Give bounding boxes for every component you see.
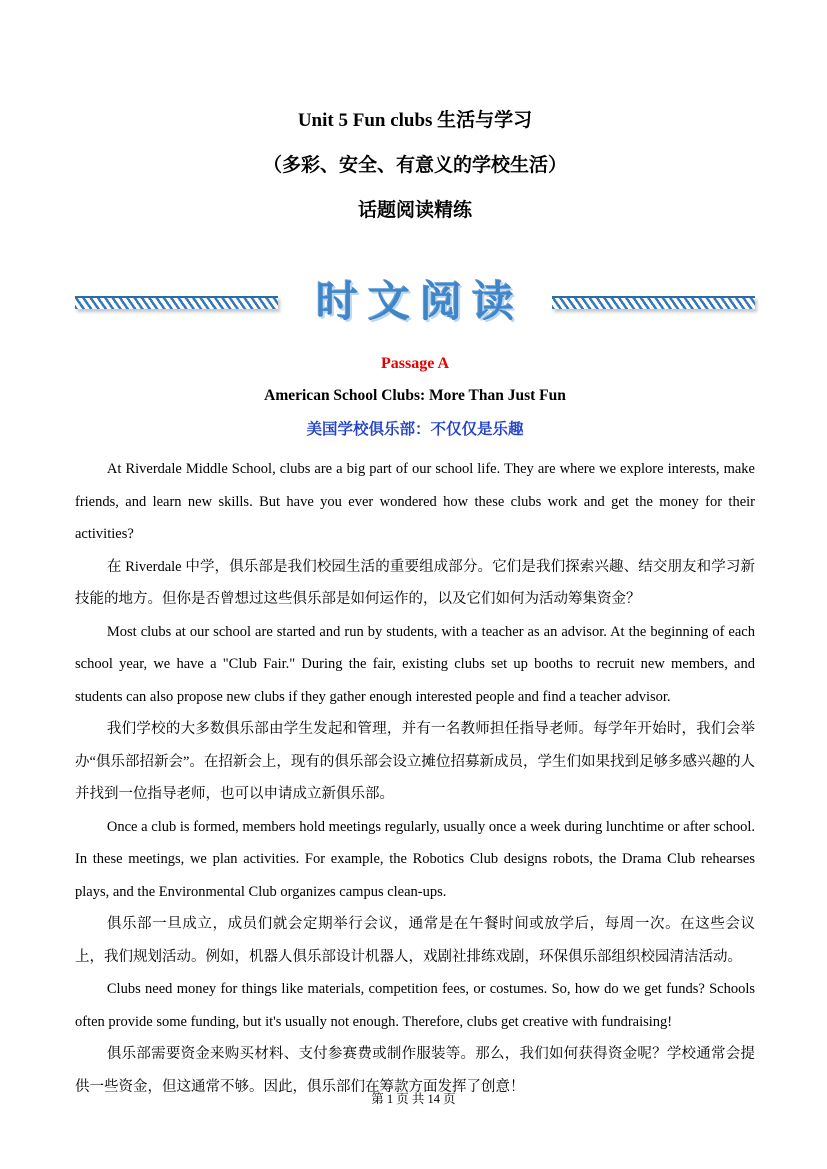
paragraph-en-3: Once a club is formed, members hold meetings regularly, usually once a week during lunchtime or after school. In these meetings, we plan activities. For example, the Robotics Club designs robots, the Drama Club rehearses plays, and the Environmental Club organizes campus clean-ups. (75, 818, 755, 900)
doc-title-line3: 话题阅读精练 (357, 200, 472, 221)
passage-title-chinese: 美国学校俱乐部：不仅仅是乐趣 (306, 421, 524, 438)
paragraph-en-1: At Riverdale Middle School, clubs are a big part of our school life. They are where we explore interests, make friends, and learn new skills. But have you ever wondered how these clubs work and get the money for their activities? (75, 461, 755, 542)
paragraph-en-2: Most clubs at our school are started and run by students, with a teacher as an advisor. At the beginning of each school year, we have a "Club Fair." During the fair, existing clubs set up booths to recruit new members, and students can also propose new clubs if they gather enough interested people and find a teacher advisor. (75, 623, 755, 705)
doc-title-line1: Unit 5 Fun clubs 生活与学习 (297, 110, 533, 131)
passage-title-english: American School Clubs: More Than Just Fun (264, 387, 566, 404)
paragraph-en-4: Clubs need money for things like materials, competition fees, or costumes. So, how do we get funds? Schools often provide some funding, but it's usually not enough. Therefore, clubs get creative with fundraising! (75, 981, 755, 1030)
paragraph-zh-4: 俱乐部需要资金来购买材料、支付参赛费或制作服装等。那么，我们如何获得资金呢？学校通常会提供一些资金，但这通常不够。因此，俱乐部们在筹款方面发挥了创意！ (75, 1046, 755, 1095)
decorative-banner (75, 271, 755, 327)
page-number-footer: 第 1 页 共 14 页 (371, 1092, 456, 1106)
banner-title: 时文阅读 (315, 280, 524, 326)
passage-body (75, 453, 755, 1103)
passage-label: Passage A (381, 355, 449, 372)
banner-stripe-right (552, 296, 755, 309)
banner-stripe-left (75, 296, 278, 309)
paragraph-zh-1: 在 Riverdale 中学，俱乐部是我们校园生活的重要组成部分。它们是我们探索兴趣、结交朋友和学习新技能的地方。但你是否曾想过这些俱乐部是如何运作的，以及它们如何为活动筹集资金？ (75, 558, 755, 607)
doc-title-line2: （多彩、安全、有意义的学校生活） (262, 155, 567, 176)
paragraph-zh-2: 我们学校的大多数俱乐部由学生发起和管理，并有一名教师担任指导老师。每学年开始时，我们会举办“俱乐部招新会”。在招新会上，现有的俱乐部会设立摊位招募新成员，学生们如果找到足够多感兴趣的人并找到一位指导老师，也可以申请成立新俱乐部。 (75, 721, 755, 802)
paragraph-zh-3: 俱乐部一旦成立，成员们就会定期举行会议，通常是在午餐时间或放学后，每周一次。在这些会议上，我们规划活动。例如，机器人俱乐部设计机器人，戏剧社排练戏剧，环保俱乐部组织校园清洁活动。 (75, 916, 755, 965)
